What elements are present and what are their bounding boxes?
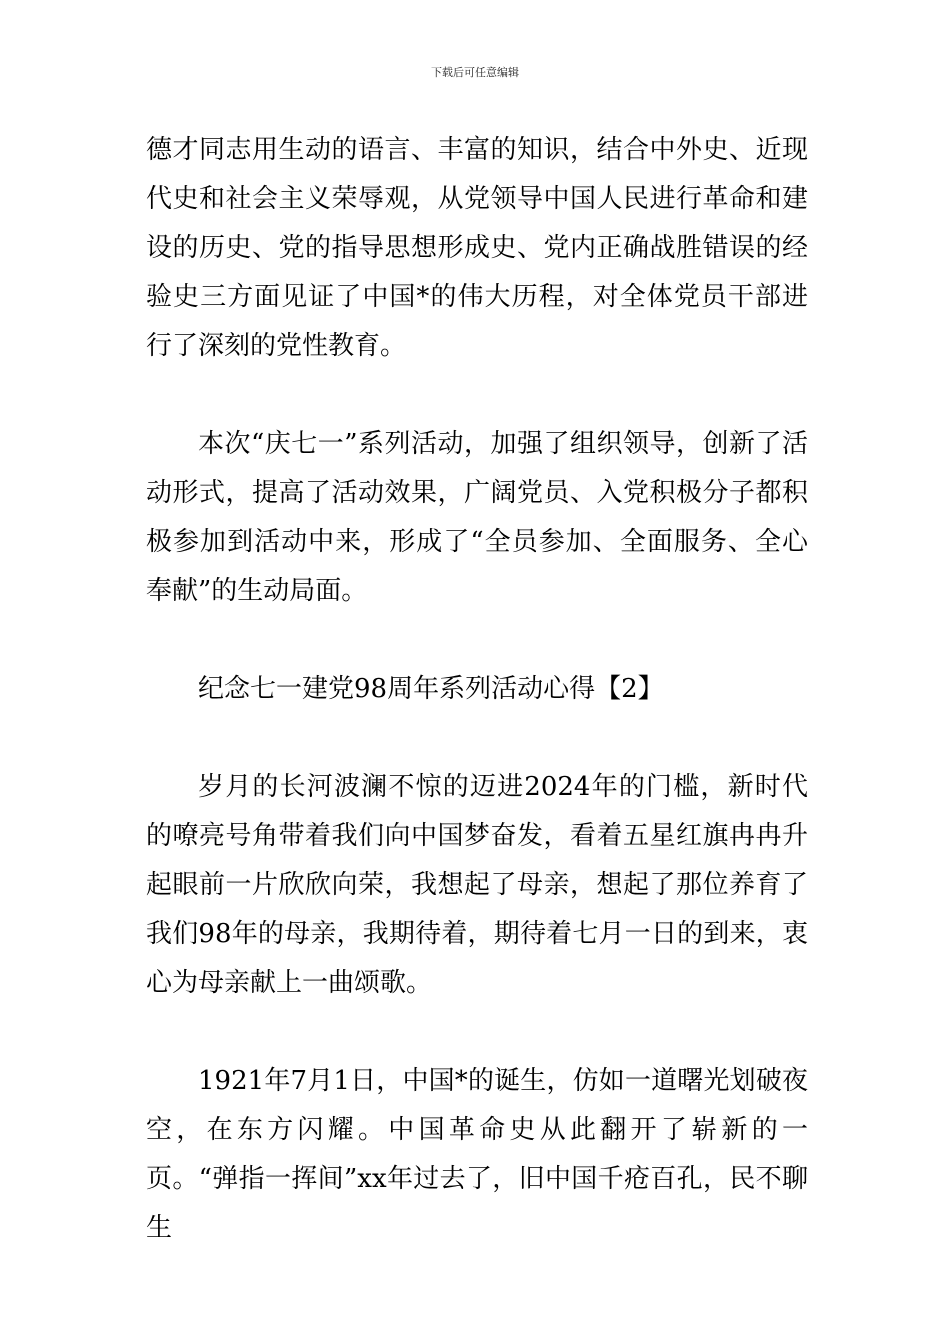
paragraph-gap [146,1008,808,1057]
paragraph-gap [146,371,808,420]
paragraph-gap [146,714,808,763]
paragraph-gap [146,616,808,665]
paragraph-activity-summary: 本次“庆七一”系列活动，加强了组织领导，创新了活动形式，提高了活动效果，广阔党员、入党积极分子都积极参加到活动中来，形成了“全员参加、全面服务、全心奉献”的生动局面。 [146,429,808,606]
section-heading: 纪念七一建党98周年系列活动心得【2】 [198,674,664,704]
paragraph-party-founding: 1921年7月1日，中国*的诞生，仿如一道曙光划破夜空，在东方闪耀。中国革命史从此翻开了崭新的一页。“弹指一挥间”xx年过去了，旧中国千疮百孔，民不聊生 [146,1066,808,1243]
page-header: 下载后可任意编辑 [431,66,519,79]
paragraph-continuation: 德才同志用生动的语言、丰富的知识，结合中外史、近现代史和社会主义荣辱观，从党领导中国人民进行革命和建设的历史、党的指导思想形成史、党内正确战胜错误的经验史三方面见证了中国*的伟大历程，对全体党员干部进行了深刻的党性教育。 [146,135,808,361]
paragraph-years-river: 岁月的长河波澜不惊的迈进2024年的门槛，新时代的嘹亮号角带着我们向中国梦奋发，看着五星红旗冉冉升起眼前一片欣欣向荣，我想起了母亲，想起了那位养育了我们98年的母亲，我期待着，期待着七月一日的到来，衷心为母亲献上一曲颂歌。 [146,772,808,998]
document-body [146,126,808,1253]
